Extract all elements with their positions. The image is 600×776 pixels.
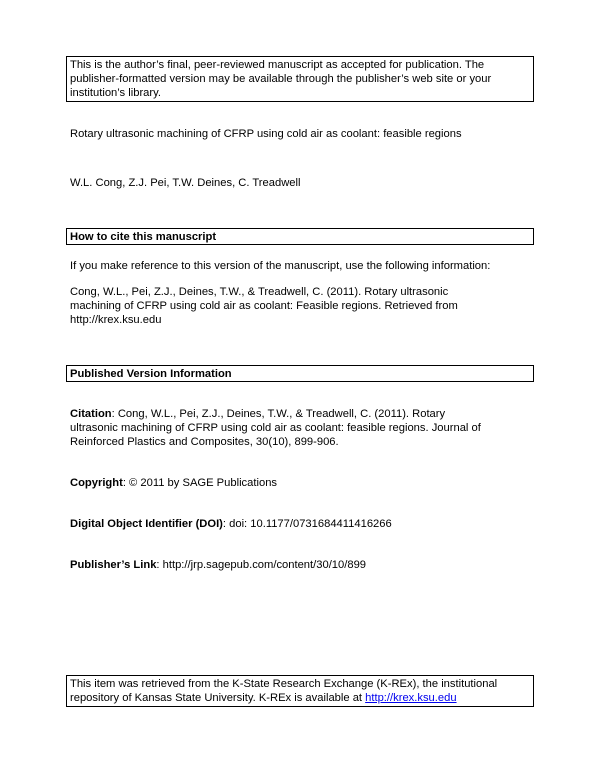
published-heading: Published Version Information bbox=[70, 368, 232, 380]
published-citation-line-2: ultrasonic machining of CFRP using cold air as coolant: feasible regions. Journal of bbox=[70, 422, 481, 434]
published-citation-line-1 bbox=[70, 407, 481, 421]
doi-value: : doi: 10.1177/0731684411416266 bbox=[222, 518, 392, 530]
published-heading-box bbox=[66, 365, 534, 382]
krex-link[interactable]: http://krex.ksu.edu bbox=[365, 692, 457, 704]
footer-line-1: This item was retrieved from the K-State Research Exchange (K-REx), the institutional bbox=[70, 678, 498, 690]
copyright-value: : © 2011 by SAGE Publications bbox=[122, 477, 278, 489]
cite-heading: How to cite this manuscript bbox=[70, 231, 217, 243]
cite-citation-line-3: http://krex.ksu.edu bbox=[70, 314, 162, 326]
footer-line-2 bbox=[70, 691, 530, 705]
cite-citation bbox=[70, 285, 458, 327]
paper-authors: W.L. Cong, Z.J. Pei, T.W. Deines, C. Treadwell bbox=[70, 177, 301, 189]
citation-label: Citation bbox=[70, 408, 112, 420]
cite-intro: If you make reference to this version of the manuscript, use the following information: bbox=[70, 260, 491, 272]
copyright-label: Copyright bbox=[70, 477, 123, 489]
copyright-line bbox=[70, 476, 277, 490]
manuscript-notice-box bbox=[66, 56, 534, 102]
citation-text-1: : Cong, W.L., Pei, Z.J., Deines, T.W., & Treadwell, C. (2011). Rotary bbox=[111, 408, 446, 420]
notice-line-3: institution’s library. bbox=[70, 87, 161, 99]
publisher-link-label: Publisher’s Link bbox=[70, 559, 157, 571]
published-citation-line-3: Reinforced Plastics and Composites, 30(10), 899-906. bbox=[70, 436, 339, 448]
published-citation bbox=[70, 407, 481, 449]
cite-heading-box bbox=[66, 228, 534, 245]
doi-label: Digital Object Identifier (DOI) bbox=[70, 518, 223, 530]
cite-citation-line-2: machining of CFRP using cold air as coolant: Feasible regions. Retrieved from bbox=[70, 300, 458, 312]
publisher-link-value: : http://jrp.sagepub.com/content/30/10/899 bbox=[156, 559, 367, 571]
notice-line-1: This is the author’s final, peer-reviewed manuscript as accepted for publication. The bbox=[70, 59, 485, 71]
cite-citation-line-1: Cong, W.L., Pei, Z.J., Deines, T.W., & Treadwell, C. (2011). Rotary ultrasonic bbox=[70, 286, 449, 298]
krex-footer-box bbox=[66, 675, 534, 707]
doi-line bbox=[70, 517, 392, 531]
publisher-link-line bbox=[70, 558, 366, 572]
paper-title: Rotary ultrasonic machining of CFRP using cold air as coolant: feasible regions bbox=[70, 128, 462, 140]
footer-line-2-text: repository of Kansas State University. K-REx is available at bbox=[70, 692, 366, 704]
notice-line-2: publisher-formatted version may be available through the publisher’s web site or your bbox=[70, 73, 492, 85]
